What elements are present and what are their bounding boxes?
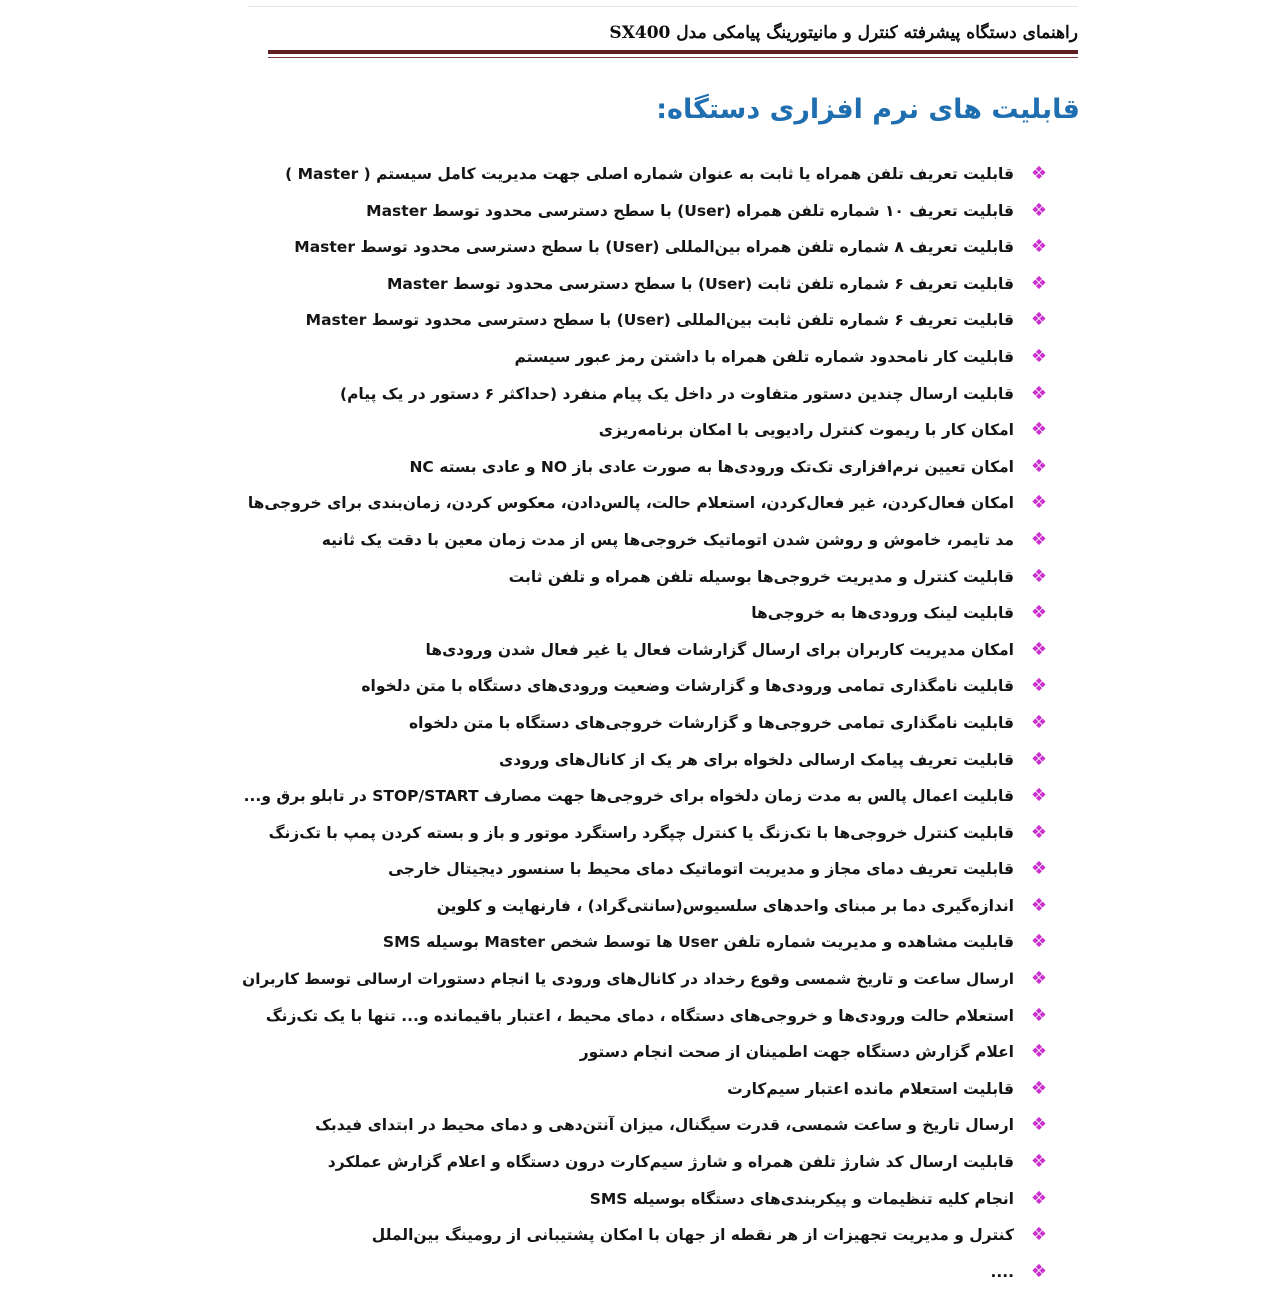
list-item <box>240 1254 1052 1290</box>
list-item-text: قابلیت اعمال پالس به مدت زمان دلخواه برای خروجی‌ها جهت مصارف STOP/START در تابلو برق و... <box>243 787 1014 806</box>
list-item-text: قابلیت لینک ورودی‌ها به خروجی‌ها <box>751 604 1014 623</box>
diamond-flower-icon: ❖ <box>1030 1041 1048 1063</box>
diamond-flower-icon: ❖ <box>1030 675 1048 697</box>
list-item-text: کنترل و مدیریت تجهیزات از هر نقطه از جهان با امکان پشتیبانی از رومینگ بین‌الملل <box>371 1226 1014 1245</box>
list-item <box>240 1034 1052 1071</box>
list-item-text: قابلیت کنترل و مدیریت خروجی‌ها بوسیله تلفن همراه و تلفن ثابت <box>508 567 1014 586</box>
diamond-flower-icon: ❖ <box>1030 309 1048 331</box>
diamond-flower-icon: ❖ <box>1030 565 1048 587</box>
list-item-text: قابلیت تعریف ۱۰ شماره تلفن همراه (User) با سطح دسترسی محدود توسط Master <box>366 201 1014 220</box>
list-item-text: امکان فعال‌کردن، غیر فعال‌کردن، استعلام حالت، پالس‌دادن، معکوس کردن، زمان‌بندی برای خروجی‌ها <box>247 494 1014 513</box>
page-top-edge <box>248 6 1078 7</box>
list-item-text: استعلام حالت ورودی‌ها و خروجی‌های دستگاه ، دمای محیط ، اعتبار باقیمانده و... تنها با یک تک‌زنگ <box>265 1006 1014 1025</box>
header-rule-thin <box>268 57 1078 58</box>
list-item <box>240 559 1052 596</box>
list-item <box>240 1181 1052 1218</box>
list-item-text: قابلیت تعریف تلفن همراه یا ثابت به عنوان شماره اصلی جهت مدیریت کامل سیستم ( Master ) <box>285 165 1014 183</box>
list-item <box>240 961 1052 998</box>
header-rule-thick <box>268 50 1078 54</box>
diamond-flower-icon: ❖ <box>1030 1224 1048 1246</box>
list-item <box>240 339 1052 376</box>
list-item <box>240 376 1052 413</box>
list-item <box>240 632 1052 669</box>
list-item-text: قابلیت مشاهده و مدیریت شماره تلفن User ها توسط شخص Master بوسیله SMS <box>382 933 1014 952</box>
diamond-flower-icon: ❖ <box>1030 638 1048 660</box>
diamond-flower-icon: ❖ <box>1030 236 1048 258</box>
list-item <box>240 266 1052 303</box>
header-title: راهنمای دستگاه پیشرفته کنترل و مانیتورینگ پیامکی مدل SX400 <box>609 23 1078 43</box>
list-item <box>240 1107 1052 1144</box>
list-item-text: قابلیت نامگذاری تمامی خروجی‌ها و گزارشات خروجی‌های دستگاه با متن دلخواه <box>408 713 1014 732</box>
diamond-flower-icon: ❖ <box>1030 163 1048 184</box>
diamond-flower-icon: ❖ <box>1030 382 1048 404</box>
list-item <box>240 924 1052 961</box>
list-item <box>240 815 1052 852</box>
diamond-flower-icon: ❖ <box>1030 345 1048 367</box>
list-item-text: ارسال تاریخ و ساعت شمسی، قدرت سیگنال، میزان آنتن‌دهی و دمای محیط در ابتدای فیدبک <box>315 1116 1014 1135</box>
list-item-text: قابلیت تعریف ۸ شماره تلفن همراه بین‌المللی (User) با سطح دسترسی محدود توسط Master <box>294 238 1014 257</box>
list-item <box>240 888 1052 925</box>
list-item <box>240 742 1052 779</box>
diamond-flower-icon: ❖ <box>1030 602 1048 624</box>
list-item-text: قابلیت تعریف ۶ شماره تلفن ثابت (User) با سطح دسترسی محدود توسط Master <box>387 274 1014 293</box>
list-item <box>240 705 1052 742</box>
list-item <box>240 229 1052 266</box>
diamond-flower-icon: ❖ <box>1030 1187 1048 1209</box>
list-item-text: انجام کلیه تنظیمات و پیکربندی‌های دستگاه بوسیله SMS <box>589 1189 1014 1208</box>
diamond-flower-icon: ❖ <box>1030 1004 1048 1026</box>
list-item <box>240 595 1052 632</box>
list-item-text: مد تایمر، خاموش و روشن شدن اتوماتیک خروجی‌ها پس از مدت زمان معین با دقت یک ثانیه <box>321 530 1014 549</box>
list-item-text: قابلیت تعریف ۶ شماره تلفن ثابت بین‌المللی (User) با سطح دسترسی محدود توسط Master <box>305 311 1014 330</box>
diamond-flower-icon: ❖ <box>1030 858 1048 880</box>
diamond-flower-icon: ❖ <box>1030 748 1048 770</box>
list-item-text: قابلیت استعلام مانده اعتبار سیم‌کارت <box>727 1079 1014 1098</box>
diamond-flower-icon: ❖ <box>1030 894 1048 916</box>
list-item-text: قابلیت ارسال چندین دستور متفاوت در داخل یک پیام منفرد (حداکثر ۶ دستور در یک پیام) <box>339 384 1014 403</box>
list-item <box>240 193 1052 230</box>
diamond-flower-icon: ❖ <box>1030 419 1048 441</box>
diamond-flower-icon: ❖ <box>1030 455 1048 477</box>
list-item-text: قابلیت تعریف دمای مجاز و مدیریت اتوماتیک دمای محیط با سنسور دیجیتال خارجی <box>388 860 1014 879</box>
list-item <box>240 485 1052 522</box>
list-item <box>240 1217 1052 1254</box>
list-item-text: اعلام گزارش دستگاه جهت اطمینان از صحت انجام دستور <box>579 1043 1014 1062</box>
diamond-flower-icon: ❖ <box>1030 821 1048 843</box>
list-item <box>240 851 1052 888</box>
diamond-flower-icon: ❖ <box>1030 199 1048 221</box>
list-item-text: امکان تعیین نرم‌افزاری تک‌تک ورودی‌ها به صورت عادی باز NO و عادی بسته NC <box>409 457 1014 476</box>
diamond-flower-icon: ❖ <box>1030 931 1048 953</box>
section-heading: قابلیت های نرم افزاری دستگاه: <box>656 94 1080 125</box>
list-item-text: قابلیت ارسال کد شارژ تلفن همراه و شارژ سیم‌کارت درون دستگاه و اعلام گزارش عملکرد <box>327 1153 1014 1172</box>
diamond-flower-icon: ❖ <box>1030 272 1048 294</box>
list-item-text: قابلیت نامگذاری تمامی ورودی‌ها و گزارشات وضعیت ورودی‌های دستگاه با متن دلخواه <box>361 677 1014 696</box>
features-list <box>240 156 1052 1290</box>
list-item <box>240 449 1052 486</box>
list-item-text: قابلیت کار نامحدود شماره تلفن همراه با داشتن رمز عبور سیستم <box>514 347 1014 366</box>
list-item-text: امکان مدیریت کاربران برای ارسال گزارشات فعال یا غیر فعال شدن ورودی‌ها <box>425 640 1014 659</box>
diamond-flower-icon: ❖ <box>1030 711 1048 733</box>
diamond-flower-icon: ❖ <box>1030 492 1048 514</box>
list-item-text: اندازه‌گیری دما بر مبنای واحدهای سلسیوس(سانتی‌گراد) ، فارنهایت و کلوین <box>436 896 1014 915</box>
list-item <box>240 778 1052 815</box>
diamond-flower-icon: ❖ <box>1030 1114 1048 1136</box>
list-item <box>240 412 1052 449</box>
list-item <box>240 1071 1052 1108</box>
list-item <box>240 302 1052 339</box>
list-item <box>240 522 1052 559</box>
diamond-flower-icon: ❖ <box>1030 968 1048 990</box>
list-item-text: امکان کار با ریموت کنترل رادیویی با امکان برنامه‌ریزی <box>598 421 1014 440</box>
diamond-flower-icon: ❖ <box>1030 528 1048 550</box>
list-item-text: قابلیت کنترل خروجی‌ها با تک‌زنگ یا کنترل چپگرد راستگرد موتور و باز و بسته کردن پمپ با تک‌زنگ <box>268 823 1014 842</box>
list-item <box>240 1144 1052 1181</box>
diamond-flower-icon: ❖ <box>1030 1077 1048 1099</box>
diamond-flower-icon: ❖ <box>1030 785 1048 807</box>
list-item <box>240 156 1052 193</box>
list-item-text: ارسال ساعت و تاریخ شمسی وقوع رخداد در کانال‌های ورودی یا انجام دستورات ارسالی توسط کاربران <box>242 970 1014 989</box>
list-item-text: قابلیت تعریف پیامک ارسالی دلخواه برای هر یک از کانال‌های ورودی <box>498 750 1014 769</box>
list-item-text: .... <box>990 1262 1014 1281</box>
diamond-flower-icon: ❖ <box>1030 1260 1048 1282</box>
list-item <box>240 668 1052 705</box>
list-item <box>240 998 1052 1035</box>
diamond-flower-icon: ❖ <box>1030 1151 1048 1173</box>
